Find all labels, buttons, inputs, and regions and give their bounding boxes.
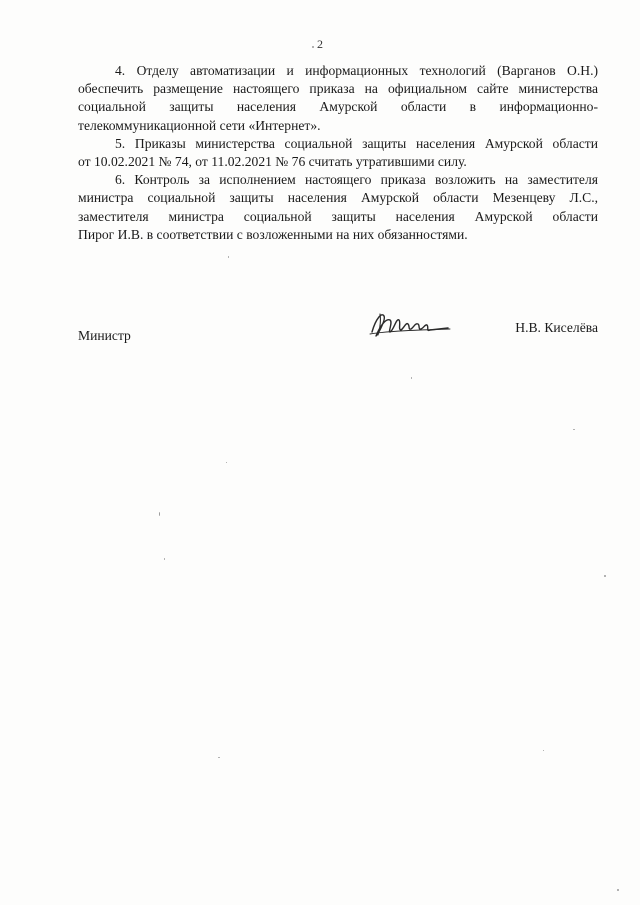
scan-speck — [617, 889, 619, 891]
scan-speck — [573, 429, 575, 430]
paragraph-5 — [78, 135, 598, 171]
paragraph-line: телекоммуникационной сети «Интернет». — [78, 117, 321, 133]
page-number: 2 — [317, 37, 323, 51]
scan-speck — [604, 575, 606, 577]
handwritten-signature — [368, 308, 452, 342]
paragraph-line: министра социальной защиты населения Амурской области Мезенцеву Л.С., — [78, 190, 598, 206]
paragraph-line: 5. Приказы министерства социальной защиты населения Амурской области — [115, 135, 598, 151]
paragraph-line: социальной защиты населения Амурской области в информационно- — [78, 99, 598, 115]
paragraph-line: Пирог И.В. в соответствии с возложенными на них обязанностями. — [78, 226, 468, 242]
paragraph-line: 4. Отделу автоматизации и информационных технологий (Варганов О.Н.) — [115, 63, 598, 78]
scan-speck — [164, 558, 165, 560]
paragraph-line: 6. Контроль за исполнением настоящего приказа возложить на заместителя — [115, 172, 598, 188]
paragraph-line: обеспечить размещение настоящего приказа на официальном сайте министерства — [78, 81, 598, 97]
scan-speck — [411, 377, 412, 379]
paragraph-6 — [78, 171, 598, 244]
scan-speck — [218, 757, 220, 758]
scan-speck — [312, 46, 314, 48]
scan-speck — [228, 256, 229, 258]
paragraph-4 — [78, 62, 598, 135]
paragraph-line: от 10.02.2021 № 74, от 11.02.2021 № 76 считать утратившими силу. — [78, 154, 467, 170]
document-body — [78, 62, 598, 244]
scan-speck — [159, 512, 160, 516]
signature-block — [78, 318, 598, 358]
scan-speck — [226, 462, 227, 463]
paragraph-line: заместителя министра социальной защиты населения Амурской области — [78, 208, 598, 224]
scan-speck — [543, 750, 544, 751]
signatory-title: Министр — [78, 328, 131, 343]
signatory-name: Н.В. Киселёва — [515, 320, 598, 335]
